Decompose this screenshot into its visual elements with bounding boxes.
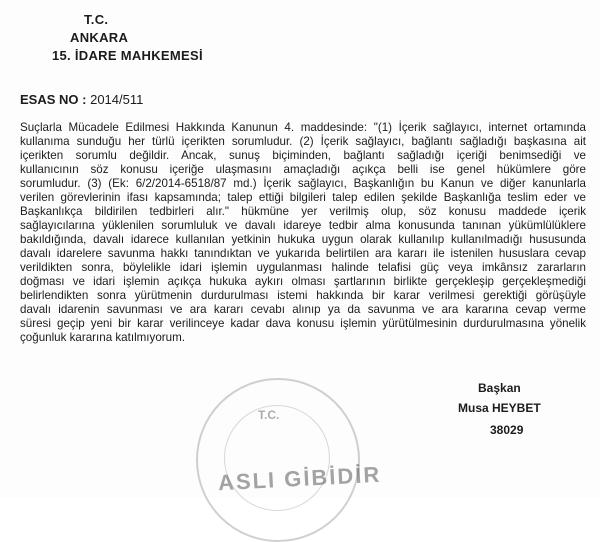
case-number-line (20, 92, 143, 107)
paragraph-line: davalı idarenin savunması ve ara kararı cevabı alınıp ya da savunma ve ara kararına cevap verme (20, 303, 586, 316)
paragraph-line: davalı idarelere savunma hakkı tanındıktan ve yukarıda belirtilen ara kararı ile istenilen hususlara cevap (20, 247, 586, 260)
paragraph-line: bakıldığında, davalı idarece kullanılan yetkinin hukuka uygun olarak kullanılıp kullanılmadığı hususunda (20, 233, 586, 246)
stamp-text: ASLI GİBİDİR (217, 461, 382, 496)
paragraph-line: sağlayıcılarına yüklenilen sorumluluk ve davalı idareye tedbir alma konusunda tanınan yükümlülüklere (20, 219, 586, 232)
city-heading: ANKARA (70, 30, 129, 45)
paragraph-line: içerikten sorumlu değildir. Ancak, sunuş biçiminden, bağlantı sağladığı içeriği benimsediği ve (20, 149, 586, 162)
paragraph-line: Başkanlıkça bildirilen tedbirleri alır." hükmüne yer verilmiş olup, söz konusu maddede içerik (20, 205, 586, 218)
signatory-title: Başkan (478, 381, 521, 395)
paragraph-line: Suçlarla Mücadele Edilmesi Hakkında Kanunun 4. maddesinde: "(1) İçerik sağlayıcı, internet ortamında (20, 121, 586, 134)
paragraph-line: sorumludur. (3) (Ek: 6/2/2014-6518/87 md.) İçerik sağlayıcı, Başkanlığın bu Kanun ve diğer kanunlarla (20, 177, 586, 190)
paragraph-line: belirlendikten sonra yürütmenin durdurulması istemi hakkında bir karar verilmesi gerektiği görüşüyle (20, 289, 586, 302)
paragraph-line: kullanıcının söz konusu içeriğe ulaşmasını amaçladığı açıkça belli ise genel hükümlere göre (20, 163, 586, 176)
paragraph-line: doğması ve idari işlemin açıkça hukuka aykırı olması şartlarının birlikte gerçekleşip gerçekleşmediği (20, 275, 586, 288)
court-heading: 15. İDARE MAHKEMESİ (52, 48, 203, 63)
paragraph-line: kullanıma sunduğu her türlü içerikten sorumludur. (2) İçerik sağlayıcı, bağlantı sağladığı başkasına ait (20, 135, 586, 148)
case-number-label: ESAS NO : (20, 92, 87, 107)
case-number-value: 2014/511 (90, 92, 144, 107)
signatory-name: Musa HEYBET (458, 401, 541, 415)
dissent-paragraph (20, 121, 586, 345)
paragraph-line: süresi geçip yeni bir karar verilinceye kadar dava konusu işlemin yürütülmesinin durdurulmasına yönelik (20, 317, 586, 330)
paragraph-line: verilen görevlerinin ifası kapsamında; talep ettiği bilgileri talep edilen şekilde Başkanlığa teslim eder ve (20, 191, 586, 204)
stamp-top-text: T.C. (258, 408, 280, 422)
paragraph-line: çoğunluk kararına katılmıyorum. (20, 331, 185, 344)
country-heading: T.C. (84, 12, 109, 27)
paragraph-line: verildikten sonra, böylelikle idari işlemin uygulanması halinde telafisi güç veya imkânsız zararların (20, 261, 586, 274)
signatory-number: 38029 (490, 423, 524, 437)
